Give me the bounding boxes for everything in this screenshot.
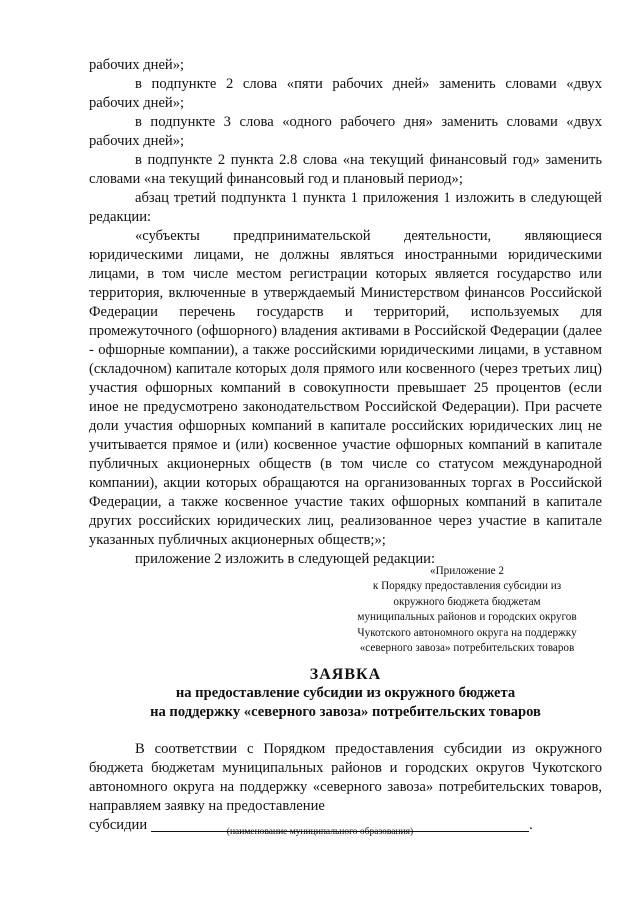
application-body [89, 740, 602, 835]
appendix-header [322, 564, 612, 656]
paragraph-appendix-2: приложение 2 изложить в следующей редакции: [135, 551, 435, 567]
application-paragraph: В соответствии с Порядком предоставления субсидии из окружного бюджета бюджетам муниципальных районов и городских округов Чукотского автономного округа на поддержку «северного завоза» потребительских товаров, направляем заявку на предоставление [89, 741, 602, 814]
subsidy-label: субсидии [89, 817, 148, 833]
paragraph-subitem-3: в подпункте 3 слова «одного рабочего дня» заменить словами «двух рабочих дней»; [89, 114, 602, 149]
paragraph-subitem-2: в подпункте 2 слова «пяти рабочих дней» заменить словами «двух рабочих дней»; [89, 76, 602, 111]
appendix-line: «северного завоза» потребительских товаров [359, 642, 575, 655]
application-heading [89, 665, 602, 722]
appendix-line: Чукотского автономного округа на поддержку [357, 626, 577, 639]
blank-field-caption: (наименование муниципального образования) [226, 827, 414, 837]
heading-line-2: на поддержку «северного завоза» потребительских товаров [150, 704, 541, 720]
paragraph-quoted-edition: «субъекты предпринимательской деятельности, являющиеся юридическими лицами, не должны являться иностранными юридическими лицами, в том числе местом регистрации которых является государство или территория, включенные в утверждаемый Министерством финансов Российской Федерации перечень государств и территорий, используемых для промежуточного (офшорного) владения активами в Российской Федерации (далее - офшорные компании), а также российскими юридическими лицами, в уставном (складочном) капитале которых доля прямого или косвенного (через третьих лиц) участия офшорных компаний в совокупности превышает 25 процентов (если иное не предусмотрено законодательством Российской Федерации). При расчете доли участия офшорных компаний в капитале российских юридических лиц не учитывается прямое и (или) косвенное участие офшорных компаний в капитале публичных акционерных обществ (в том числе со статусом международной компании), акции которых обращаются на организованных торгах в Российской Федерации, а также косвенное участие таких офшорных компаний в капитале других российских юридических лиц, реализованное через участие в капитале указанных публичных акционерных обществ;»; [89, 228, 602, 548]
heading-line-1: на предоставление субсидии из окружного бюджета [175, 685, 516, 701]
paragraph-continuation: рабочих дней»; [89, 57, 185, 73]
paragraph-subitem-2-8: в подпункте 2 пункта 2.8 слова «на текущий финансовый год» заменить словами «на текущий финансовый год и плановый период»; [89, 152, 602, 187]
heading-title: ЗАЯВКА [309, 666, 382, 683]
amendment-text [89, 56, 602, 569]
appendix-line: окружного бюджета бюджетам [393, 595, 541, 608]
end-mark: . [529, 817, 533, 833]
paragraph-appendix-1: абзац третий подпункта 1 пункта 1 приложения 1 изложить в следующей редакции: [89, 190, 602, 225]
appendix-line: муниципальных районов и городских округов [357, 611, 577, 624]
appendix-line: к Порядку предоставления субсидии из [372, 580, 562, 593]
appendix-line: «Приложение 2 [429, 565, 505, 577]
